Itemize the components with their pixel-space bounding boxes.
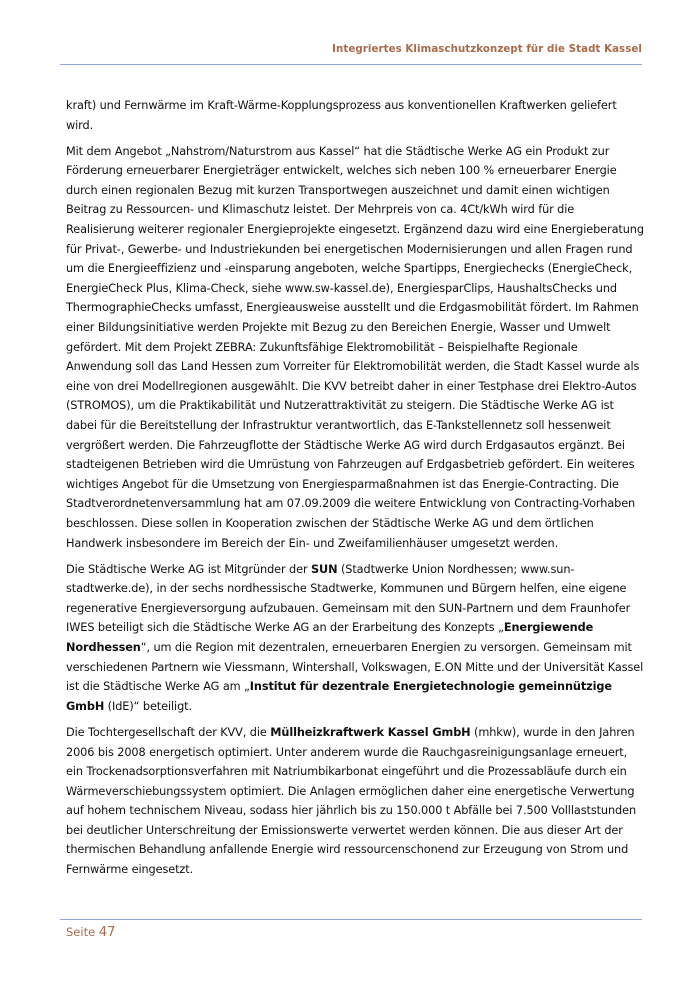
emphasis-institut: Institut für dezentrale Energietechnologie gemeinnützige GmbH: [66, 680, 612, 713]
page-number-value: 47: [98, 925, 116, 940]
text-segment: Die Tochtergesellschaft der KVV, die: [66, 725, 271, 739]
emphasis-muellheizkraftwerk: Müllheizkraftwerk Kassel GmbH: [270, 725, 471, 739]
document-title: Integriertes Klimaschutzkonzept für die Stadt Kassel: [332, 44, 642, 55]
body-text: [66, 96, 646, 886]
paragraph: [66, 142, 646, 553]
text-segment: “, um die Region mit dezentralen, erneuerbaren Energien zu versorgen. Gemeinsam mit verschiedenen Partnern wie Viessmann, Wintershall, Volkswagen, E.ON Mitte und der Universität Kassel ist die Städtische Werke AG am „: [66, 641, 644, 694]
emphasis-energiewende: Energiewende Nordhessen: [66, 621, 594, 655]
page-header: [60, 40, 642, 65]
paragraph: [66, 96, 646, 135]
text-segment: (Stadtwerke Union Nordhessen; www.sun-stadtwerke.de), in der sechs nordhessische Stadtwerke, Kommunen und Bürgern helfen, eine eigene regenerative Energieversorgung aufzubauen. Gemeinsam mit den SUN-Partnern und dem Fraunhofer IWES beteiligt sich die Städtische Werke AG an der Erarbeitung des Konzepts „: [66, 562, 631, 635]
page-label: Seite: [66, 925, 96, 939]
text-segment: (IdE)“ beteiligt.: [104, 699, 192, 713]
page-footer: [60, 919, 642, 940]
text-segment: Mit dem Angebot „Nahstrom/Naturstrom aus Kassel“ hat die Städtische Werke AG ein Produkt zur Förderung erneuerbarer Energieträger entwickelt, welches sich neben 100 % erneuerbarer Energie durch einen regionalen Bezug mit kurzen Transportwegen auszeichnet und damit einen wichtigen Beitrag zu Ressourcen- und Klimaschutz leistet. Der Mehrpreis von ca. 4Ct/kWh wird für die Realisierung weiterer regionaler Energieprojekte eingesetzt. Ergänzend dazu wird eine Energieberatung für Privat-, Gewerbe- und Industriekunden bei energetischen Modernisierungen und allen Fragen rund um die Energieeffizienz und -einsparung angeboten, welche Spartipps, Energiechecks (EnergieCheck, EnergieCheck Plus, Klima-Check, siehe www.sw-kassel.de), EnergiesparClips, HaushaltsChecks und ThermographieChecks umfasst, Energieausweise ausstellt und die Erdgasmobilität fördert. Im Rahmen einer Bildungsinitiative werden Projekte mit Bezug zu den Bereichen Energie, Wasser und Umwelt gefördert. Mit dem Projekt ZEBRA: Zukunftsfähige Elektromobilität – Beispielhafte Regionale Anwendung soll das Land Hessen zum Vorreiter für Elektromobilität werden, die Stadt Kassel wurde als eine von drei Modellregionen ausgewählt. Die KVV betreibt daher in einer Testphase drei Elektro-Autos (STROMOS), um die Praktikabilität und Nutzerattraktivität zu steigern. Die Städtische Werke AG ist dabei für die Bereitstellung der Infrastruktur verantwortlich, das E-Tankstellennetz soll hessenweit vergrößert werden. Die Fahrzeugflotte der Städtische Werke AG wird durch Erdgasautos ergänzt. Bei stadteigenen Betrieben wird die Umrüstung von Fahrzeugen auf Erdgasbetrieb gefördert. Ein weiteres wichtiges Angebot für die Umsetzung von Energiesparmaßnahmen ist das Energie-Contracting. Die Stadtverordnetenversammlung hat am 07.09.2009 die weitere Entwicklung von Contracting-Vorhaben beschlossen. Diese sollen in Kooperation zwischen der Städtische Werke AG und dem örtlichen Handwerk insbesondere im Bereich der Ein- und Zweifamilienhäuser umgesetzt werden.: [66, 144, 644, 550]
text-segment: Die Städtische Werke AG ist Mitgründer der: [66, 562, 312, 576]
page-number: [66, 925, 115, 940]
text-segment: kraft) und Fernwärme im Kraft-Wärme-Kopplungsprozess aus konventionellen Kraftwerken geliefert wird.: [66, 99, 617, 132]
emphasis-sun: SUN: [311, 562, 338, 576]
text-segment: (mhkw), wurde in den Jahren 2006 bis 2008 energetisch optimiert. Unter anderem wurde die Rauchgasreinigungsanlage erneuert, ein Trockenadsorptionsverfahren mit Natriumbikarbonat eingeführt und die Prozessabläufe durch ein Wärmeverschiebungssystem optimiert. Die Anlagen ermöglichen daher eine energetische Verwertung auf hohem technischem Niveau, sodass hier jährlich bis zu 150.000 t Abfälle bei 7.500 Volllaststunden bei deutlicher Unterschreitung der Emissionswerte verwertet werden können. Die aus dieser Art der thermischen Behandlung anfallende Energie wird ressourcenschonend zur Erzeugung von Strom und Fernwärme eingesetzt.: [66, 725, 637, 877]
paragraph: [66, 560, 646, 717]
paragraph: [66, 723, 646, 880]
